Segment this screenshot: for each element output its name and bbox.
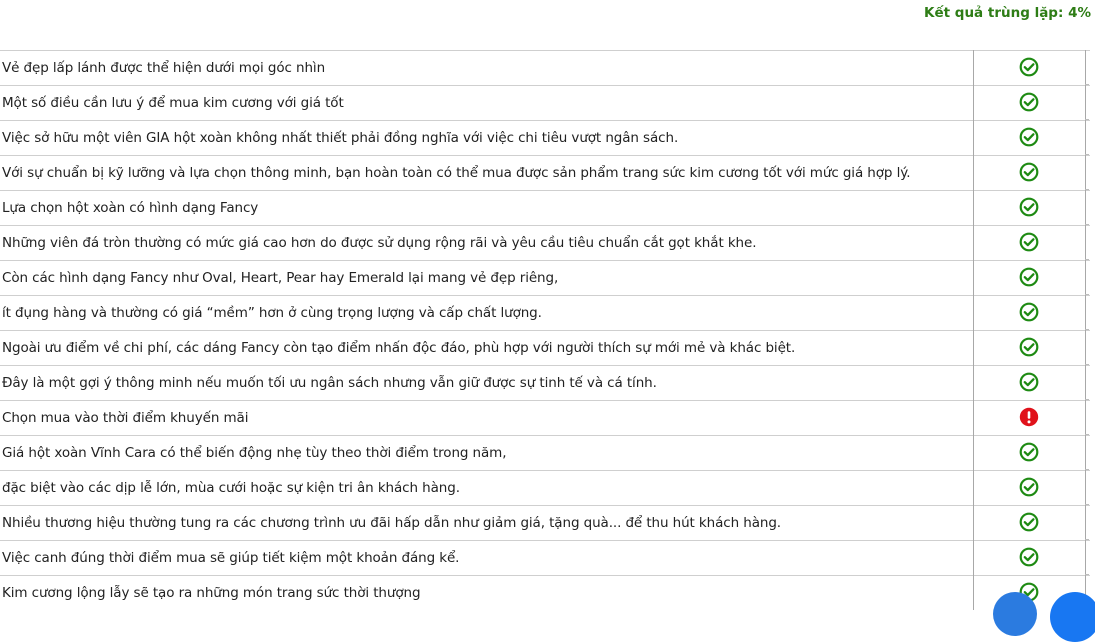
- check-circle-icon[interactable]: [1019, 302, 1039, 322]
- status-cell: [973, 470, 1086, 505]
- status-cell: [973, 435, 1086, 470]
- table-row: [0, 155, 1090, 190]
- check-circle-icon[interactable]: [1019, 92, 1039, 112]
- table-row: [0, 50, 1090, 85]
- check-circle-icon[interactable]: [1019, 267, 1039, 287]
- status-cell: [973, 85, 1086, 120]
- status-cell: [973, 190, 1086, 225]
- check-circle-icon[interactable]: [1019, 337, 1039, 357]
- sentence-text: Kim cương lộng lẫy sẽ tạo ra những món trang sức thời thượng: [2, 585, 421, 601]
- sentence-text: Một số điều cần lưu ý để mua kim cương với giá tốt: [2, 95, 344, 111]
- status-cell: [973, 225, 1086, 260]
- check-circle-icon[interactable]: [1019, 477, 1039, 497]
- status-cell: [973, 330, 1086, 365]
- table-row: [0, 120, 1090, 155]
- sentence-text: Việc canh đúng thời điểm mua sẽ giúp tiết kiệm một khoản đáng kể.: [2, 550, 460, 566]
- status-cell: [973, 365, 1086, 400]
- sentence-text: đặc biệt vào các dịp lễ lớn, mùa cưới hoặc sự kiện tri ân khách hàng.: [2, 480, 460, 496]
- check-circle-icon[interactable]: [1019, 442, 1039, 462]
- sentence-check-table: [0, 50, 1090, 610]
- table-row: [0, 505, 1090, 540]
- status-cell: [973, 400, 1086, 435]
- sentence-text: Nhiều thương hiệu thường tung ra các chương trình ưu đãi hấp dẫn như giảm giá, tặng quà... để thu hút khách hàng.: [2, 515, 781, 531]
- check-circle-icon[interactable]: [1019, 232, 1039, 252]
- table-row: [0, 540, 1090, 575]
- sentence-text: Với sự chuẩn bị kỹ lưỡng và lựa chọn thông minh, bạn hoàn toàn có thể mua được sản phẩm trang sức kim cương tốt với mức giá hợp lý.: [2, 165, 911, 181]
- table-row: [0, 365, 1090, 400]
- table-row: [0, 190, 1090, 225]
- sentence-text: Còn các hình dạng Fancy như Oval, Heart, Pear hay Emerald lại mang vẻ đẹp riêng,: [2, 270, 559, 286]
- table-row: [0, 225, 1090, 260]
- status-cell: [973, 120, 1086, 155]
- sentence-text: Ngoài ưu điểm về chi phí, các dáng Fancy còn tạo điểm nhấn độc đáo, phù hợp với người thích sự mới mẻ và khác biệt.: [2, 340, 796, 356]
- check-circle-icon[interactable]: [1019, 197, 1039, 217]
- exclamation-circle-icon[interactable]: [1019, 407, 1039, 427]
- sentence-text: Giá hột xoàn Vĩnh Cara có thể biến động nhẹ tùy theo thời điểm trong năm,: [2, 445, 507, 461]
- check-circle-icon[interactable]: [1019, 162, 1039, 182]
- status-cell: [973, 295, 1086, 330]
- check-circle-icon[interactable]: [1019, 547, 1039, 567]
- sentence-text: Vẻ đẹp lấp lánh được thể hiện dưới mọi góc nhìn: [2, 60, 326, 76]
- table-row: [0, 295, 1090, 330]
- status-cell: [973, 155, 1086, 190]
- sentence-text: Lựa chọn hột xoàn có hình dạng Fancy: [2, 200, 259, 216]
- status-cell: [973, 505, 1086, 540]
- table-row: [0, 330, 1090, 365]
- sentence-text: Việc sở hữu một viên GIA hột xoàn không nhất thiết phải đồng nghĩa với việc chi tiêu vượt ngân sách.: [2, 130, 679, 146]
- check-circle-icon[interactable]: [1019, 57, 1039, 77]
- chat-bubble-button[interactable]: [993, 592, 1037, 636]
- status-cell: [973, 540, 1086, 575]
- table-row: [0, 260, 1090, 295]
- sentence-text: Đây là một gợi ý thông minh nếu muốn tối ưu ngân sách nhưng vẫn giữ được sự tinh tế và cá tính.: [2, 375, 657, 391]
- table-row: [0, 400, 1090, 435]
- table-row: [0, 435, 1090, 470]
- sentence-text: ít đụng hàng và thường có giá “mềm” hơn ở cùng trọng lượng và cấp chất lượng.: [2, 305, 542, 321]
- table-row: [0, 85, 1090, 120]
- sentence-text: Những viên đá tròn thường có mức giá cao hơn do được sử dụng rộng rãi và yêu cầu tiêu chuẩn cắt gọt khắt khe.: [2, 235, 757, 251]
- check-circle-icon[interactable]: [1019, 127, 1039, 147]
- messenger-button[interactable]: [1050, 592, 1095, 642]
- status-cell: [973, 260, 1086, 295]
- duplicate-result-label: Kết quả trùng lặp: 4%: [924, 5, 1091, 21]
- table-row: [0, 575, 1090, 610]
- sentence-text: Chọn mua vào thời điểm khuyến mãi: [2, 410, 249, 426]
- check-circle-icon[interactable]: [1019, 512, 1039, 532]
- status-cell: [973, 50, 1086, 85]
- table-row: [0, 470, 1090, 505]
- check-circle-icon[interactable]: [1019, 372, 1039, 392]
